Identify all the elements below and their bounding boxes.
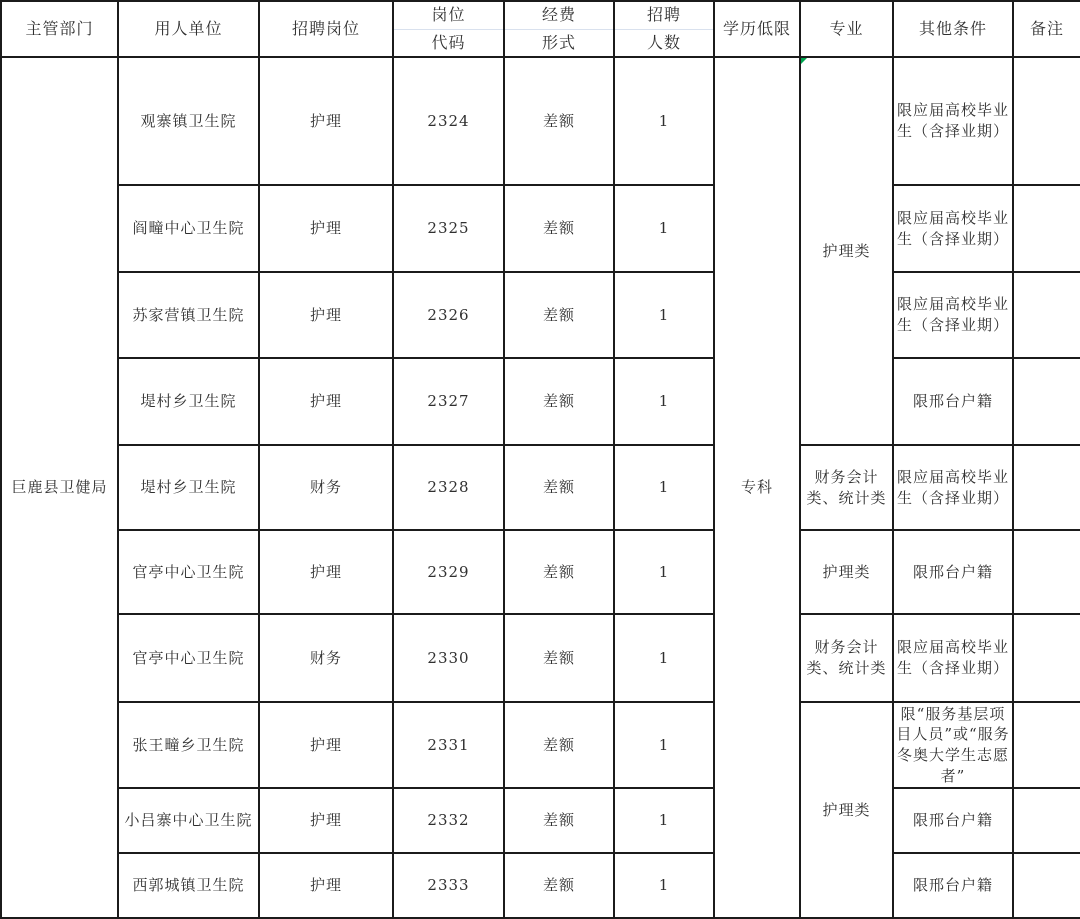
cell-other-conditions: 限邢台户籍 [893,530,1013,614]
header-position-code-line2: 代码 [431,32,466,52]
cell-position-code: 2332 [393,788,504,853]
cell-remark [1013,853,1080,918]
cell-other-conditions: 限应届高校毕业生（含择业期） [893,185,1013,272]
cell-remark [1013,788,1080,853]
cell-position: 护理 [259,702,393,788]
cell-other-conditions: 限邢台户籍 [893,853,1013,918]
header-employing-unit: 用人单位 [118,1,259,57]
cell-major-text: 护理类 [822,241,871,260]
cell-major-merged-rows1-4 [800,57,893,445]
cell-funding-form: 差额 [504,788,614,853]
cell-major: 财务会计类、统计类 [800,614,893,702]
cell-position: 财务 [259,445,393,530]
cell-recruit-count: 1 [614,272,714,358]
cell-recruit-count: 1 [614,57,714,185]
cell-other-conditions: 限邢台户籍 [893,358,1013,445]
cell-education-minimum: 专科 [714,57,800,918]
cell-recruit-count: 1 [614,853,714,918]
header-funding-form-line2: 形式 [541,32,576,52]
table-row [1,185,1080,272]
cell-remark [1013,272,1080,358]
cell-position: 护理 [259,358,393,445]
cell-funding-form: 差额 [504,853,614,918]
cell-other-conditions: 限“服务基层项目人员”或“服务冬奥大学生志愿者” [893,702,1013,788]
header-position-code-line1: 岗位 [394,2,503,30]
cell-employing-unit: 小吕寨中心卫生院 [118,788,259,853]
header-supervising-department: 主管部门 [1,1,118,57]
cell-position-code: 2326 [393,272,504,358]
cell-funding-form: 差额 [504,185,614,272]
cell-employing-unit: 苏家营镇卫生院 [118,272,259,358]
cell-funding-form: 差额 [504,614,614,702]
cell-remark [1013,358,1080,445]
cell-remark [1013,57,1080,185]
cell-major: 护理类 [800,530,893,614]
header-recruit-count-line1: 招聘 [615,2,713,30]
table-row [1,702,1080,788]
cell-major: 财务会计类、统计类 [800,445,893,530]
cell-recruit-count: 1 [614,445,714,530]
cell-employing-unit: 西郭城镇卫生院 [118,853,259,918]
cell-position: 护理 [259,853,393,918]
header-recruit-count-line2: 人数 [646,32,681,52]
cell-remark [1013,185,1080,272]
header-major: 专业 [800,1,893,57]
table-row [1,445,1080,530]
cell-employing-unit: 堤村乡卫生院 [118,445,259,530]
cell-funding-form: 差额 [504,358,614,445]
header-other-conditions: 其他条件 [893,1,1013,57]
cell-recruit-count: 1 [614,788,714,853]
table-row [1,272,1080,358]
cell-major-merged-rows8-10: 护理类 [800,702,893,918]
cell-position: 护理 [259,788,393,853]
cell-funding-form: 差额 [504,445,614,530]
cell-other-conditions: 限应届高校毕业生（含择业期） [893,272,1013,358]
table-row [1,57,1080,185]
cell-position-code: 2331 [393,702,504,788]
cell-remark [1013,445,1080,530]
header-recruit-count [614,1,714,57]
cell-employing-unit: 张王疃乡卫生院 [118,702,259,788]
header-recruitment-position: 招聘岗位 [259,1,393,57]
cell-position-code: 2328 [393,445,504,530]
table-row [1,853,1080,918]
cell-position: 护理 [259,185,393,272]
cell-position: 护理 [259,530,393,614]
cell-position-code: 2333 [393,853,504,918]
cell-position: 护理 [259,272,393,358]
header-row [1,1,1080,57]
cell-funding-form: 差额 [504,57,614,185]
cell-employing-unit: 观寨镇卫生院 [118,57,259,185]
cell-supervising-department: 巨鹿县卫健局 [1,57,118,918]
cell-recruit-count: 1 [614,185,714,272]
cell-recruit-count: 1 [614,702,714,788]
cell-position: 财务 [259,614,393,702]
cell-employing-unit: 阎疃中心卫生院 [118,185,259,272]
header-position-code [393,1,504,57]
cell-funding-form: 差额 [504,530,614,614]
cell-recruit-count: 1 [614,358,714,445]
cell-comment-marker-icon [801,58,807,64]
cell-other-conditions: 限邢台户籍 [893,788,1013,853]
table-row [1,788,1080,853]
cell-position-code: 2327 [393,358,504,445]
cell-other-conditions: 限应届高校毕业生（含择业期） [893,614,1013,702]
cell-funding-form: 差额 [504,272,614,358]
cell-other-conditions: 限应届高校毕业生（含择业期） [893,445,1013,530]
header-funding-form [504,1,614,57]
header-remarks: 备注 [1013,1,1080,57]
cell-remark [1013,530,1080,614]
cell-employing-unit: 官亭中心卫生院 [118,614,259,702]
header-education-minimum: 学历低限 [714,1,800,57]
cell-remark [1013,702,1080,788]
cell-employing-unit: 堤村乡卫生院 [118,358,259,445]
cell-position-code: 2330 [393,614,504,702]
cell-funding-form: 差额 [504,702,614,788]
table-row [1,530,1080,614]
cell-position-code: 2324 [393,57,504,185]
cell-other-conditions: 限应届高校毕业生（含择业期） [893,57,1013,185]
cell-position: 护理 [259,57,393,185]
cell-recruit-count: 1 [614,530,714,614]
cell-position-code: 2329 [393,530,504,614]
header-funding-form-line1: 经费 [505,2,613,30]
cell-recruit-count: 1 [614,614,714,702]
cell-remark [1013,614,1080,702]
cell-employing-unit: 官亭中心卫生院 [118,530,259,614]
table-row [1,358,1080,445]
cell-position-code: 2325 [393,185,504,272]
table-row [1,614,1080,702]
